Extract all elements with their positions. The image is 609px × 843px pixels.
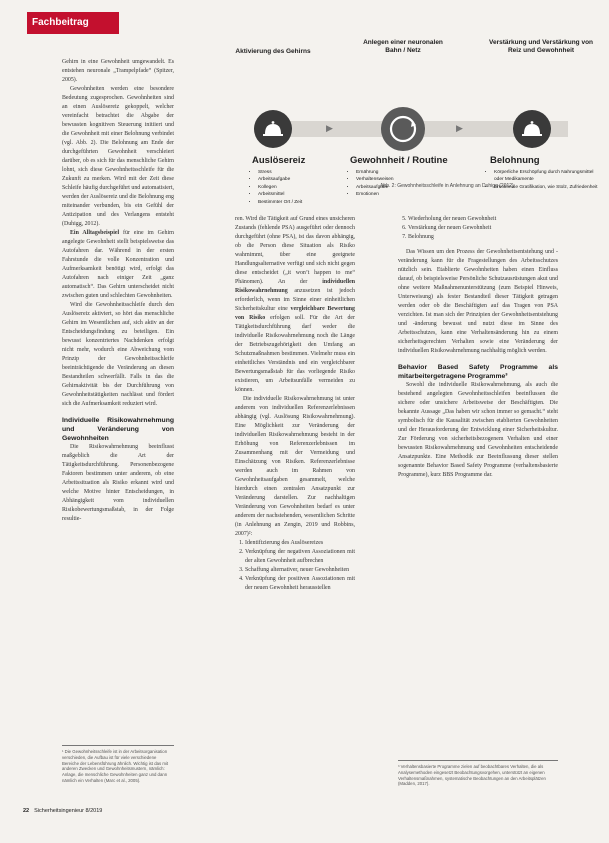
section-label [27,12,119,34]
paragraph [235,215,355,395]
list-item: • Stress [258,169,348,176]
trigger-list [250,169,348,206]
inline-emphasis: vergleichbare Bewertung von Risiko [235,306,355,321]
figure-caption: Abb. 2: Gewohnheitsschleife in Anlehnung an Duhigg (2012) [380,183,514,189]
section-label-text: Fachbeitrag [32,17,89,28]
journal-name: Sicherheitsingenieur 8/2019 [34,808,103,814]
inline-emphasis: Ein Alltagsbeispiel [70,230,120,236]
page-footer [23,808,102,814]
list-item: 3. Schaffung alternativer, neuer Gewohnheiten [245,566,355,575]
column-title-routine: Gewohnheit / Routine [350,155,448,166]
paragraph: Das Wissen um den Prozess der Gewohnheitsentstehung und -veränderung kann für die Fragestellungen des Arbeitsschutzes nützlich sein. Etablierte Gewohnheiten haben einen Einfluss darauf, ob beispielsweise Persönliche Schutzausrüstungen akut und ohne weitere Maßnahmenunterstützung (zum Beispiel Hinweis, Unterweisung) als fester Bestandteil dieser Tätigkeit getragen werden oder ob die Beschäftigten auf das Tragen von PSA verzichten. Ist man sich der Prinzipien der Gewohnheitsentstehung und -änderung bewusst und nutzt diese im Sinne des Arbeitsschutzes, kann eine Verhaltensänderung hin zu einem sicherheitsgerechten Verhalten sowie eine Veränderung der individuellen Risikowahrnehmung nachhaltig möglich werden. [398,249,558,354]
stage-header-1: Aktivierung des Gehirns [235,48,311,55]
list-item: • Arbeitsmittel [258,191,348,198]
footnote: ¹ Die Gewohnheitsschleife ist in der Arbeitsorganisation verschieden, die Aufbau ist für viele verschiedene Bereiche der Lebensführung ähnlich. Wichtig ist das mit anderen Zwecken und Gewohnheitsmustern, nämlich: Anlage, die menschliche Gewohnheiten ganz und dann nämlich ein Verhalten (Marc et al., 2005). [62,749,169,783]
list-item: 4. Verknüpfung der positiven Assoziationen mit der neuen Gewohnheit herausstellen [245,575,355,593]
footnote-rule [62,745,174,746]
footnote: ³ Verhaltensbasierte Programme zielen auf beobachtbares Verhalten, die als Analysemethoden eingesetzt Beobachtungsvorgehen, unterstützt an eigenen Verhaltensmaßnahmen, systematische Beobachtungen an den Arbeitsplätzen (Madden, 2017). [398,764,546,787]
column-title-reward: Belohnung [490,155,540,166]
inline-emphasis: individuellen Risikowahrnehmung [235,279,355,294]
stage-header-3: Verstärkung und Verstärkung von Reiz und Gewohnheit [488,39,594,54]
column-title-trigger: Auslösereiz [252,155,306,166]
list-item: • Ernährung [356,169,456,176]
habit-loop-diagram [228,36,603,205]
section-heading: Behavior Based Safety Programme als mitarbeitergetragene Programme³ [398,364,558,380]
list-item: 6. Verstärkung der neuen Gewohnheit [408,224,558,233]
arrow-icon: ▶ [456,123,463,133]
list-item: • Arbeitsaufgabe [356,184,456,191]
text-column-1 [62,58,174,524]
text-column-3 [398,215,558,480]
paragraph-text: für eine im Gehirn angelegte Gewohnheit stellt beispielsweise das Autofahren dar. Während in der ersten Fahrstunde die volle Konzentration und Aufmerksamkeit benötigt wird, erfolgt das Autofahren nach einiger Zeit „ganz automatisch“. Das Gehirn unterscheidet nicht zwischen guten und schlechten Gewohnheiten. [62,230,174,299]
paragraph: Die Risikowahrnehmung beeinflusst maßgeblich die Art der Tätigkeitsdurchführung. Personenbezogene Faktoren bestimmen unter anderem, ob eine Arbeitssituation als Risiko erkannt wird und welche Motive hinter Entscheidungen, in Abhängigkeit vom individuellen Risikobewertungsmaßstab, in der Folge resultie- [62,444,174,522]
paragraph: Sowohl die individuelle Risikowahrnehmung, als auch die bestehend angelegten Gewohnheitsschleifen beeinflussen die sichere oder unsichere Arbeitsweise der Beschäftigten. Die bekannte Aussage „Das haben wir schon immer so gemacht.“ steht symbolisch für die Kausalität zwischen etablierten Gewohnheiten und der Herausforderung der Entwicklung einer Sicherheitskultur. Zur Förderung von sicherheitsbezogenem Verhalten und einer bewussten Risikowahrnehmung und Gewohnheiten entscheidende Ansatzpunkte. Eine Methodik zur Beeinflussung dieser stellen sogenannte Behavior Based Safety Programme (verhaltensbasierte Programme), kurz BBS Programme dar. [398,382,558,478]
bell-reward-icon [513,110,551,148]
list-item: 7. Belohnung [408,233,558,242]
paragraph-text: ren. Wird die Tätigkeit auf Grund eines unsicheren Zustands (fehlende PSA) ausgeführt oder dennoch durchgeführt (ohne PSA), ist das davon abhängig, ob die Person diese Situation als Risiko wahrnimmt, über eine geeignete Handlungsalternative verfügt und sich nicht gegen diese entscheidet („it won’t happen to me“ Phänomen). An der [235,216,355,285]
list-item: 5. Wiederholung der neuen Gewohnheit [408,215,558,224]
bell-trigger-icon [254,110,292,148]
arrow-icon: ▶ [326,123,333,133]
list-item: • Arbeitsaufgabe [258,176,348,183]
list-item: • Bestimmter Ort / Zeit [258,199,348,206]
paragraph: Gewohnheiten werden eine besondere Bedeutung zugesprochen. Gewohnheiten sind an einen Auslösereiz gekoppelt, welcher vereinfacht betrachtet die Abgabe der bewussten kognitiven Steuerung initiiert und die Gewohnheit mit einer Belohnung verbindet (vgl. Abb. 2). Die Belohnung am Ende der durchgeführten Gewohnheit verschleiert darüber, ob es sich für das menschliche Gehirn lohnt, sich diese Gewohnheitsschleife für die Zukunft zu merken. Wird mit der Zeit diese Schleife häufig durchgeführt und automatisiert, werden der Auslösereiz und die Belohnung eng miteinander verbunden, bis ein Gefühl der Antizipation und des Verlangens entsteht (Duhigg, 2012). [62,86,174,227]
paragraph: Gehirn in eine Gewohnheit umgewandelt. Es entstehen neuronale „Trampelpfade“ (Spitzer, 2005). [62,59,174,83]
page-number: 22 [23,808,30,814]
numbered-list [398,215,558,242]
stage-header-2: Anlegen einer neuronalen Bahn / Netz [363,39,443,54]
footnote-rule [398,760,558,761]
list-item: 1. Identifizierung des Auslösereizes [245,539,355,548]
list-item: • Verhaltensweisen [356,176,456,183]
paragraph: Die individuelle Risikowahrnehmung ist unter anderem von individuellen Referenzerlebnissen abhängig (vgl. Auslösung Risikowahrnehmung). Eine Möglichkeit zur Veränderung der individuellen Risikowahrnehmung besteht in der Erhöhung von Referenzerlebnissen im Zusammenhang mit der Vermeidung und Einschätzung von Risiken. Referenzerlebnisse werden auch im Rahmen von Gewohnheitsaufgaben gesammelt, welche hierdurch einen zentralen Ansatzpunkt zur Veränderung darstellen. Zur nachhaltigen Veränderung von Gewohnheiten bedarf es unter anderem der nachstehenden, wesentlichen Schritte (in Anlehnung an Zengin, 2019 und Robbins, 2007)²: [235,396,355,537]
paragraph: Wird die Gewohnheitsschleife durch den Auslösereiz aktiviert, so hört das menschliche Gehirn im Wesentlichen auf, sich aktiv an der Entscheidungsfindung zu beteiligen. Ein bewusst konzentriertes Nachdenken erfolgt nicht mehr, wodurch eine Abweichung vom Prinzip der Gewohnheitsschleife beeinträchtigende die Veränderung an diesen Bestandteilen schwerfällt. Falls in das die Gehirnaktivität bis der Durchführung von Gewohnheitstätigkeiten nachlässt und fördert sich die Aufmerksamkeit reduziert wird. [62,302,174,407]
list-item: 2. Verknüpfung der negativen Assoziationen mit der alten Gewohnheit aufbrechen [245,548,355,566]
list-item: • Körperliche Erschöpfung durch Nahrungsmittel oder Medikamente [494,169,604,184]
paragraph-text: erfolgen soll. Für die Art der Tätigkeitsdurchführung darf weder die individuelle Risikowahrnehmung noch die Länge der Betriebszugehörigkeit den Umfang an Schutzmaßnahmen bestimmen. Vielmehr muss ein einheitliches Verständnis und ein vergleichbarer Bewertungsmaßstab für das vorliegende Risiko existieren, um Arbeitsunfälle vermeiden zu können. [235,315,355,393]
text-column-2 [235,215,355,593]
routine-loop-icon [381,107,425,151]
section-heading: Individuelle Risikowahrnehmung und Veränderung von Gewohnheiten [62,417,174,442]
list-item: • Emotionen [356,191,456,198]
numbered-list [235,539,355,593]
paragraph [62,229,174,301]
paragraph-text: anzusetzen ist jedoch erforderlich, wenn im Sinne einer einheitlichen Sicherheitskultur eine [235,288,355,312]
list-item: • Kollegen [258,184,348,191]
list-item: • Emotionale Gratifikation, wie Stolz, Zufriedenheit [494,184,604,191]
